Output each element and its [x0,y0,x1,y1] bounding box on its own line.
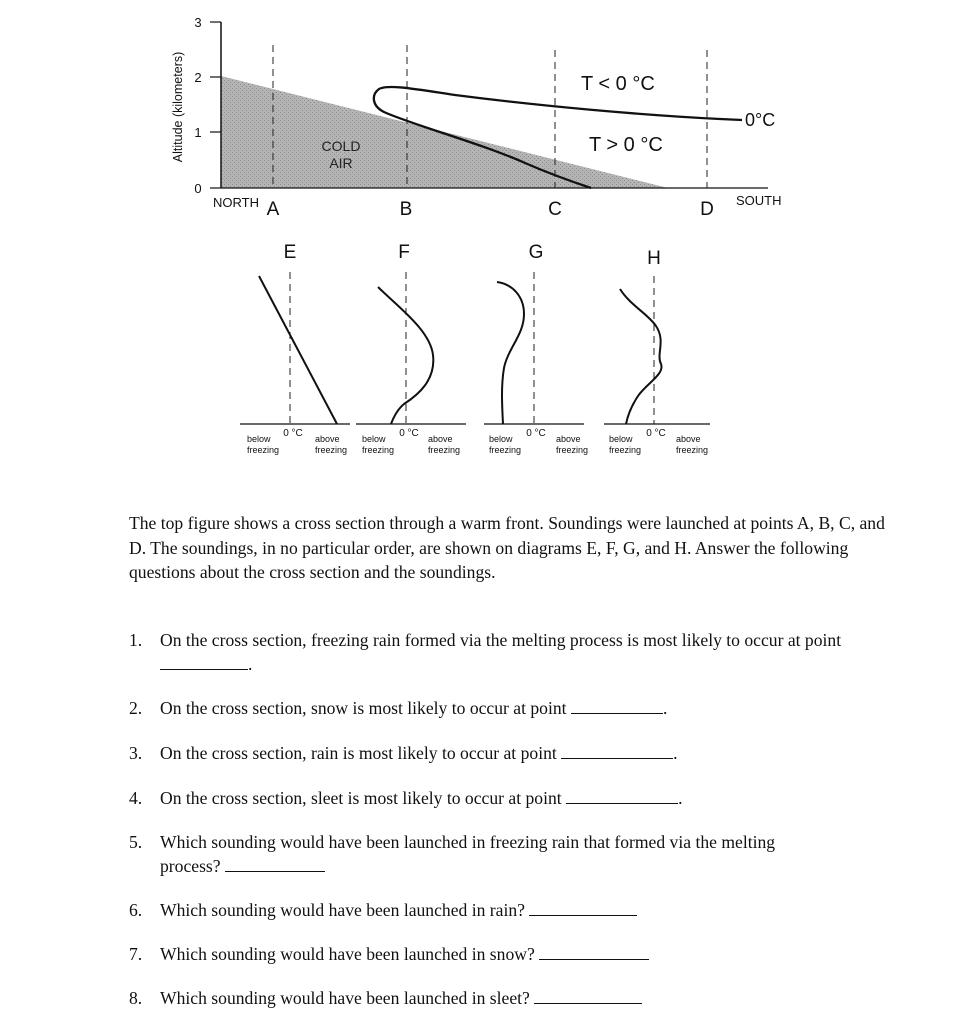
sounding-g-letter: G [528,242,544,263]
sounding-e-profile [259,276,337,424]
sounding-e-below-1: below [247,434,271,444]
sounding-g-below-1: below [489,434,513,444]
sounding-f-above-2: freezing [428,445,461,455]
sounding-g-below-2: freezing [489,445,522,455]
sounding-g [484,242,588,455]
sounding-g-zero-label: 0 °C [526,428,546,439]
question-8-text: Which sounding would have been launched in sleet? [160,988,530,1008]
sounding-h [604,248,710,455]
question-8-answer-blank[interactable] [534,988,642,1004]
question-8-number: 8. [129,988,143,1008]
y-tick-label-1: 1 [194,125,202,140]
question-7-number: 7. [129,944,143,964]
sounding-h-below-1: below [609,434,633,444]
question-4-answer-blank[interactable] [566,788,678,804]
north-label: NORTH [213,195,259,210]
sounding-g-profile [497,282,524,424]
point-b-label: B [399,199,413,220]
sounding-g-above-2: freezing [556,445,589,455]
sounding-f-below-1: below [362,434,386,444]
question-4-text: On the cross section, sleet is most likely to occur at point [160,788,562,808]
question-7-text: Which sounding would have been launched in snow? [160,944,535,964]
sounding-h-profile [620,289,662,424]
question-4-number: 4. [129,788,143,808]
question-2-text: On the cross section, snow is most likely to occur at point [160,698,567,718]
cold-air-label-line2: AIR [329,155,353,171]
question-5-number: 5. [129,832,143,852]
sounding-f-letter: F [398,242,410,263]
y-tick-label-3: 3 [194,15,202,30]
sounding-f-profile [378,287,433,424]
south-label: SOUTH [736,193,782,208]
question-2-number: 2. [129,698,143,718]
y-tick-label-2: 2 [194,70,202,85]
question-3-text: On the cross section, rain is most likely to occur at point [160,743,557,763]
isotherm-label: 0°C [745,110,776,130]
question-2-end: . [662,698,668,718]
sounding-h-letter: H [647,248,661,269]
sounding-f-zero-label: 0 °C [399,428,419,439]
question-3-answer-blank[interactable] [561,743,673,759]
question-7-answer-blank[interactable] [539,944,649,960]
region-above-zero-label: T > 0 °C [589,134,663,156]
question-2-answer-blank[interactable] [571,698,663,714]
sounding-f-below-2: freezing [362,445,395,455]
question-6-number: 6. [129,900,143,920]
question-1-end: . [248,653,253,674]
question-1-answer-blank[interactable] [160,654,248,670]
sounding-e-above-2: freezing [315,445,348,455]
question-4-end: . [678,788,683,808]
cold-air-label-line1: COLD [321,138,361,154]
y-axis-label: Altitude (kilometers) [171,51,185,163]
sounding-f [356,242,466,455]
region-below-zero-label: T < 0 °C [581,73,655,95]
question-1-number: 1. [129,630,143,650]
sounding-h-below-2: freezing [609,445,642,455]
sounding-e-above-1: above [315,434,340,444]
sounding-e [240,242,350,455]
question-5-text: Which sounding would have been launched in freezing rain that formed via the melting process? [160,832,776,876]
sounding-h-zero-label: 0 °C [646,428,666,439]
point-c-label: C [548,199,562,220]
point-d-label: D [700,199,714,220]
question-5-answer-blank[interactable] [225,856,325,872]
intro-paragraph: The top figure shows a cross section through a warm front. Soundings were launched at points A, B, C, and D. The soundings, in no particular order, are shown on diagrams E, F, G, and H. Answer the following questions about the cross section and the soundings. [129,513,885,582]
question-3-number: 3. [129,743,143,763]
sounding-e-zero-label: 0 °C [283,428,303,439]
question-6-text: Which sounding would have been launched in rain? [160,900,525,920]
sounding-g-above-1: above [556,434,581,444]
question-6-answer-blank[interactable] [529,900,637,916]
point-a-label: A [266,199,280,220]
sounding-f-above-1: above [428,434,453,444]
question-3-end: . [673,743,678,763]
sounding-e-letter: E [283,242,297,263]
warm-front-figure [0,0,959,500]
sounding-h-above-1: above [676,434,701,444]
y-tick-label-0: 0 [194,181,202,196]
sounding-e-below-2: freezing [247,445,280,455]
sounding-h-above-2: freezing [676,445,709,455]
question-1-text: On the cross section, freezing rain formed via the melting process is most likely to occur at point [160,630,842,650]
